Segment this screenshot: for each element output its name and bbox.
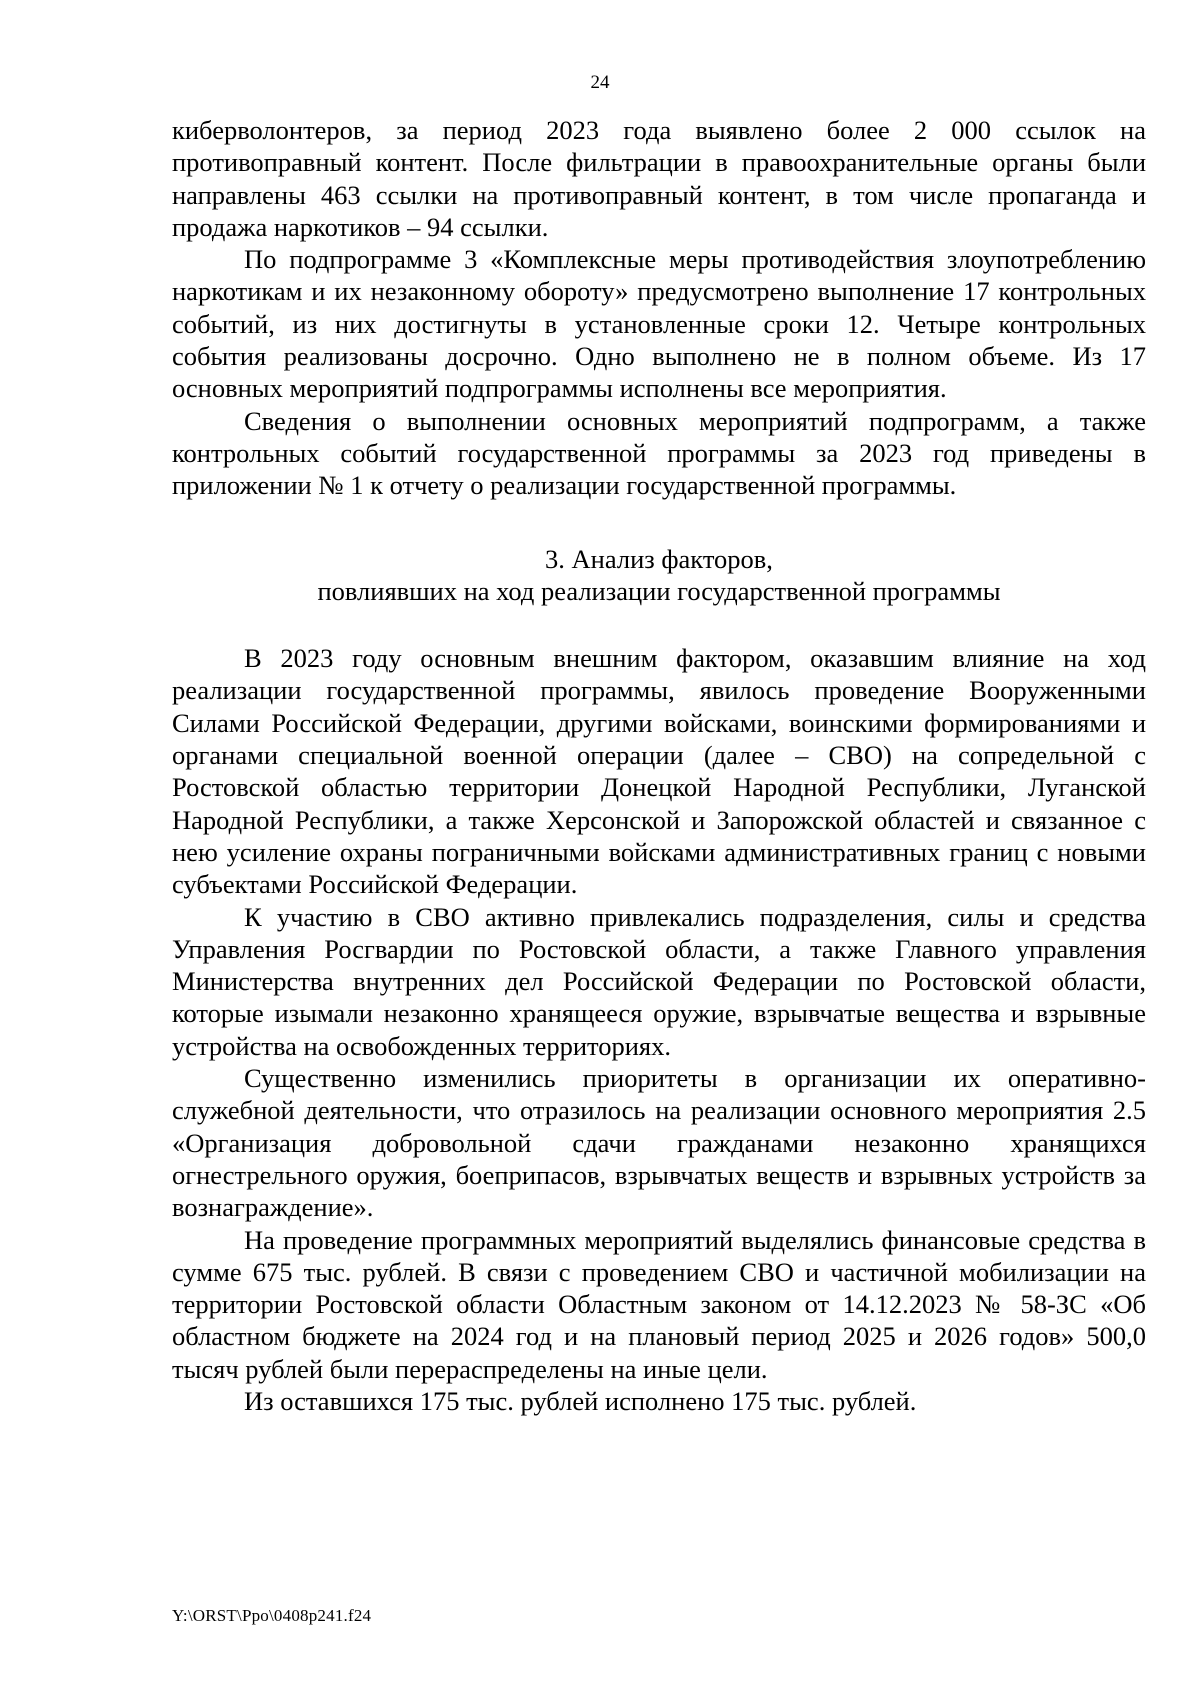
paragraph-svo-participation: К участию в СВО активно привлекались подразделения, силы и средства Управления Росгвардии по Ростовской области, а также Главного управления Министерства внутренних дел Российской Федерации по Ростовской области, которые изымали незаконно хранящееся оружие, взрывчатые вещества и взрывные устройства на освобожденных территориях. [172, 901, 1146, 1061]
footer-file-path: Y:\ORST\Ppo\0408p241.f24 [172, 1606, 372, 1625]
paragraph-cybervolunteers: киберволонтеров, за период 2023 года выявлено более 2 000 ссылок на противоправный контент. После фильтрации в правоохранительные органы были направлены 463 ссылки на противоправный контент, в том числе пропаганда и продажа наркотиков – 94 ссылки. [172, 115, 1146, 242]
paragraph-external-factor: В 2023 году основным внешним фактором, оказавшим влияние на ход реализации государственной программы, явилось проведение Вооруженными Силами Российской Федерации, другими войсками, воинскими формированиями и органами специальной военной операции (далее – СВО) на сопредельной с Ростовской областью территории Донецкой Народной Республики, Луганской Народной Республики, а также Херсонской и Запорожской областей и связанное с нею усиление охраны пограничными войсками административных границ с новыми субъектами Российской Федерации. [172, 643, 1146, 900]
section-heading-line-2: повлиявших на ход реализации государственной программы [317, 575, 1001, 606]
paragraph-subprogram-3: По подпрограмме 3 «Комплексные меры противодействия злоупотреблению наркотикам и их незаконному обороту» предусмотрено выполнение 17 контрольных событий, из них достигнуты в установленные сроки 12. Четыре контрольных события реализованы досрочно. Одно выполнено не в полном объеме. Из 17 основных мероприятий подпрограммы исполнены все мероприятия. [172, 244, 1146, 404]
document-body [172, 114, 1146, 1417]
paragraph-execution: Из оставшихся 175 тыс. рублей исполнено 175 тыс. рублей. [244, 1385, 917, 1416]
section-heading [172, 543, 1146, 608]
paragraph-appendix-reference: Сведения о выполнении основных мероприятий подпрограмм, а также контрольных событий государственной программы за 2023 год приведены в приложении № 1 к отчету о реализации государственной программы. [172, 405, 1146, 501]
section-heading-line-1: 3. Анализ факторов, [545, 543, 773, 574]
paragraph-priorities: Существенно изменились приоритеты в организации их оперативно-служебной деятельности, что отразилось на реализации основного мероприятия 2.5 «Организация добровольной сдачи гражданами незаконно хранящихся огнестрельного оружия, боеприпасов, взрывчатых веществ и взрывных устройств за вознаграждение». [172, 1063, 1146, 1223]
paragraph-financing: На проведение программных мероприятий выделялись финансовые средства в сумме 675 тыс. рублей. В связи с проведением СВО и частичной мобилизации на территории Ростовской области Областным законом от 14.12.2023 № 58-ЗС «Об областном бюджете на 2024 год и на плановый период 2025 и 2026 годов» 500,0 тысяч рублей были перераспределены на иные цели. [172, 1224, 1146, 1384]
page-number: 24 [590, 72, 610, 93]
